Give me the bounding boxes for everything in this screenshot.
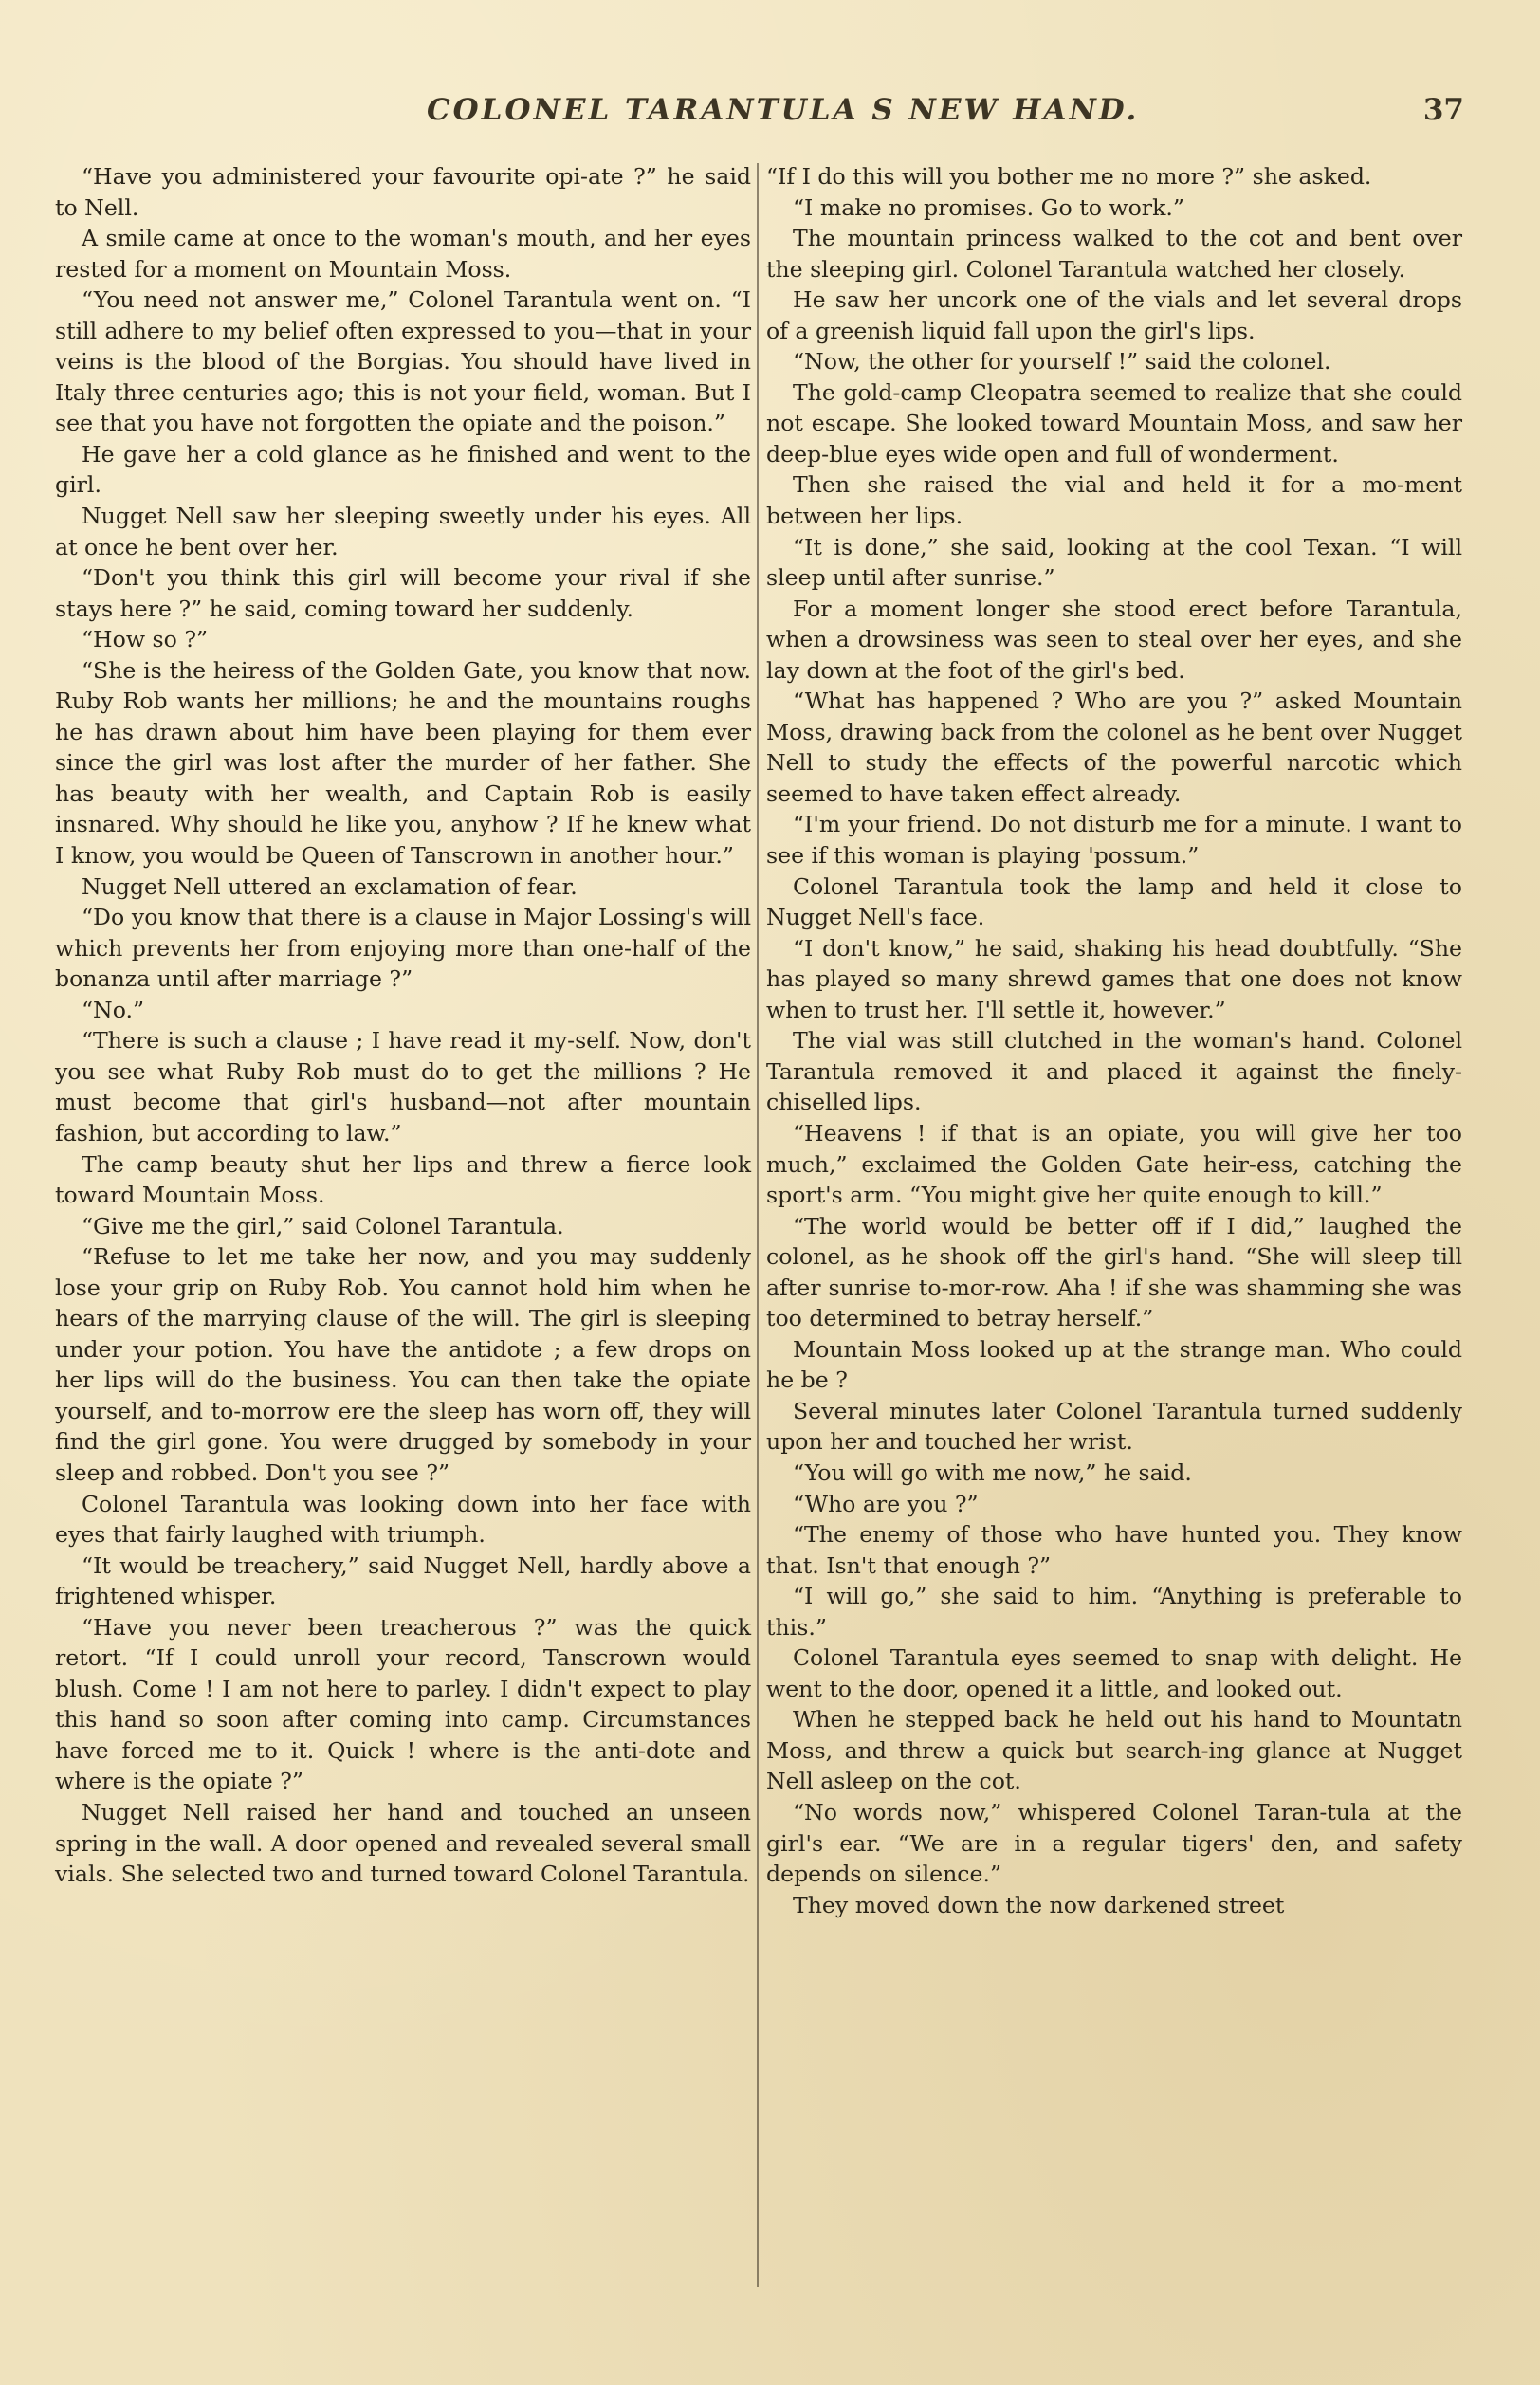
paragraph: The gold-camp Cleopatra seemed to realize that she could not escape. She looked toward Mountain Moss, and saw her deep-blue eyes wide open and full of wonderment. (766, 378, 1462, 468)
paragraph: “It is done,” she said, looking at the cool Texan. “I will sleep until after sunrise.” (766, 533, 1462, 592)
paragraph: Mountain Moss looked up at the strange man. Who could he be ? (766, 1335, 1462, 1394)
paragraph: “Heavens ! if that is an opiate, you will give her too much,” exclaimed the Golden Gate heir-ess, catching the sport's arm. “You might give her quite enough to kill.” (766, 1119, 1462, 1209)
paragraph: “What has happened ? Who are you ?” asked Mountain Moss, drawing back from the colonel as he bent over Nugget Nell to study the effects of the powerful narcotic which seemed to have taken effect already. (766, 688, 1462, 807)
paragraph: The vial was still clutched in the woman's hand. Colonel Tarantula removed it and placed it against the finely-chiselled lips. (766, 1027, 1462, 1116)
column-divider (757, 163, 759, 2287)
paragraph: “If I do this will you bother me no more ?” she asked. (766, 163, 1372, 190)
paragraph: “It would be treachery,” said Nugget Nell, hardly above a frightened whisper. (55, 1551, 751, 1610)
paragraph: “Don't you think this girl will become your rival if she stays here ?” he said, coming toward her suddenly. (55, 564, 751, 622)
paragraph: Colonel Tarantula took the lamp and held it close to Nugget Nell's face. (766, 872, 1462, 931)
paragraph: They moved down the now darkened street (793, 1891, 1285, 1918)
paragraph: He saw her uncork one of the vials and let several drops of a greenish liquid fall upon the girl's lips. (766, 286, 1462, 344)
paragraph: “You will go with me now,” he said. (793, 1459, 1192, 1486)
paragraph: “No.” (82, 996, 145, 1023)
paragraph: “The enemy of those who have hunted you. They know that. Isn't that enough ?” (766, 1521, 1462, 1579)
paragraph: “I don't know,” he said, shaking his head doubtfully. “She has played so many shrewd games that one does not know when to trust her. I'll settle it, however.” (766, 934, 1462, 1023)
paragraph: The camp beauty shut her lips and threw a fierce look toward Mountain Moss. (55, 1150, 751, 1209)
paragraph: “Give me the girl,” said Colonel Tarantula. (82, 1212, 564, 1239)
paragraph: When he stepped back he held out his hand to Mountatn Moss, and threw a quick but search-ing glance at Nugget Nell asleep on the cot. (766, 1706, 1462, 1795)
paragraph: “Who are you ?” (793, 1490, 979, 1517)
running-title: COLONEL TARANTULA S NEW HAND. (427, 93, 1140, 127)
paragraph: “How so ?” (82, 626, 209, 653)
paragraph: “Have you never been treacherous ?” was the quick retort. “If I could unroll your record, Tanscrown would blush. Come ! I am not here to parley. I didn't expect to play this hand so soon after coming into camp. Circumstances have forced me to it. Quick ! where is the anti-dote and where is the opiate ?” (55, 1613, 751, 1795)
page-number: 37 (1422, 93, 1464, 127)
left-column (55, 161, 751, 1890)
paragraph: “She is the heiress of the Golden Gate, you know that now. Ruby Rob wants her millions; he and the mountains roughs he has drawn about him have been playing for them ever since the girl was lost after the murder of her father. She has beauty with her wealth, and Captain Rob is easily insnared. Why should he like you, anyhow ? If he knew what I know, you would be Queen of Tanscrown in another hour.” (55, 656, 751, 870)
paragraph: “I make no promises. Go to work.” (793, 193, 1184, 221)
paragraph: “Now, the other for yourself !” said the colonel. (793, 348, 1331, 376)
paragraph: “I will go,” she said to him. “Anything is preferable to this.” (766, 1583, 1462, 1641)
paragraph: He gave her a cold glance as he finished and went to the girl. (55, 440, 751, 499)
page-header (142, 93, 1464, 140)
right-column (766, 161, 1462, 1920)
paragraph: “Refuse to let me take her now, and you may suddenly lose your grip on Ruby Rob. You cannot hold him when he hears of the marrying clause of the will. The girl is sleeping under your potion. You have the antidote ; a few drops on her lips will do the business. You can then take the opiate yourself, and to-morrow ere the sleep has worn off, they will find the girl gone. You were drugged by somebody in your sleep and robbed. Don't you see ?” (55, 1243, 751, 1486)
paragraph: Colonel Tarantula eyes seemed to snap with delight. He went to the door, opened it a little, and looked out. (766, 1644, 1462, 1702)
paragraph: For a moment longer she stood erect before Tarantula, when a drowsiness was seen to steal over her eyes, and she lay down at the foot of the girl's bed. (766, 595, 1462, 684)
paragraph: Nugget Nell raised her hand and touched an unseen spring in the wall. A door opened and revealed several small vials. She selected two and turned toward Colonel Tarantula. (55, 1798, 751, 1888)
paragraph: “Have you administered your favourite opi-ate ?” he said to Nell. (55, 163, 751, 221)
paragraph: A smile came at once to the woman's mouth, and her eyes rested for a moment on Mountain Moss. (55, 225, 751, 283)
paragraph: Then she raised the vial and held it for a mo-ment between her lips. (766, 471, 1462, 530)
paragraph: “No words now,” whispered Colonel Taran-tula at the girl's ear. “We are in a regular tigers' den, and safety depends on silence.” (766, 1798, 1462, 1888)
paragraph: The mountain princess walked to the cot and bent over the sleeping girl. Colonel Tarantula watched her closely. (766, 225, 1462, 283)
paragraph: Nugget Nell uttered an exclamation of fear. (82, 872, 578, 900)
paragraph: Nugget Nell saw her sleeping sweetly under his eyes. All at once he bent over her. (55, 503, 751, 560)
paragraph: “I'm your friend. Do not disturb me for a minute. I want to see if this woman is playing 'possum.” (766, 811, 1462, 870)
paragraph: “There is such a clause ; I have read it my-self. Now, don't you see what Ruby Rob must do to get the millions ? He must become that girl's husband—not after mountain fashion, but according to law.” (55, 1027, 751, 1147)
paragraph: “You need not answer me,” Colonel Tarantula went on. “I still adhere to my belief often expressed to you—that in your veins is the blood of the Borgias. You should have lived in Italy three centuries ago; this is not your field, woman. But I see that you have not forgotten the opiate and the poison.” (55, 286, 751, 437)
paragraph: Several minutes later Colonel Tarantula turned suddenly upon her and touched her wrist. (766, 1397, 1462, 1456)
paragraph: “The world would be better off if I did,” laughed the colonel, as he shook off the girl's hand. “She will sleep till after sunrise to-mor-row. Aha ! if she was shamming she was too determined to betray herself.” (766, 1212, 1462, 1332)
paragraph: “Do you know that there is a clause in Major Lossing's will which prevents her from enjoying more than one-half of the bonanza until after marriage ?” (55, 904, 751, 993)
paragraph: Colonel Tarantula was looking down into her face with eyes that fairly laughed with triumph. (55, 1490, 751, 1549)
